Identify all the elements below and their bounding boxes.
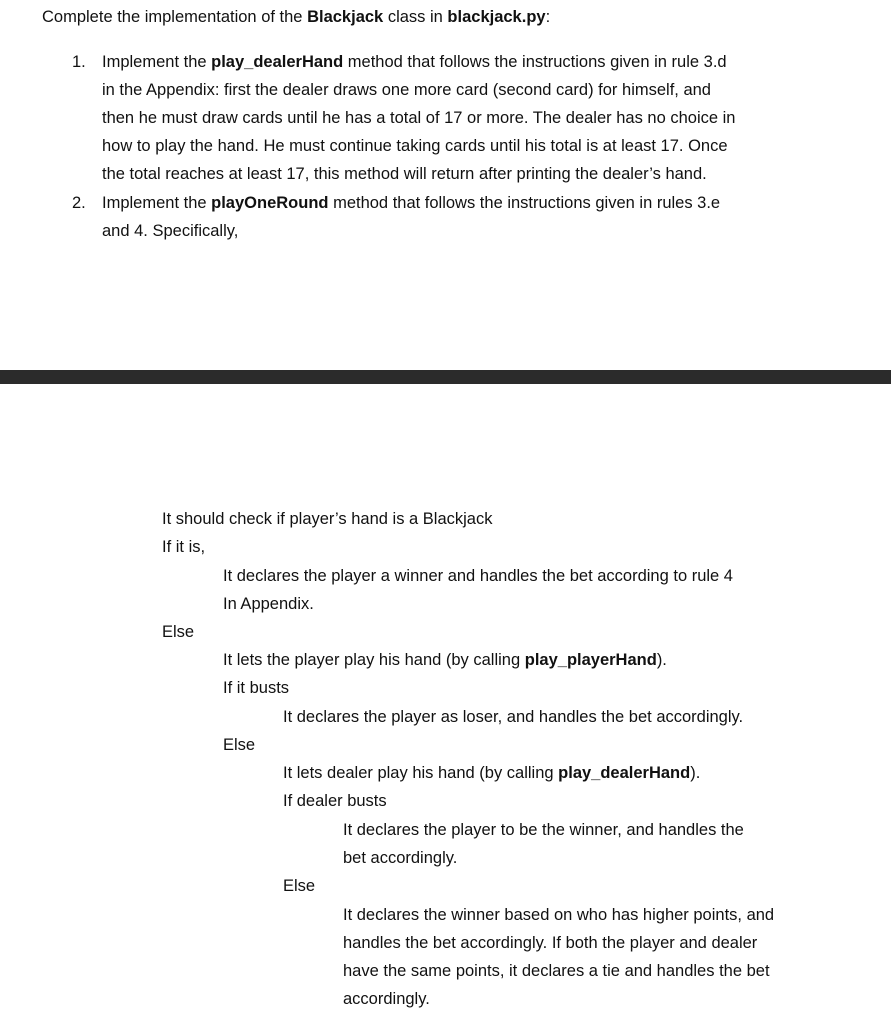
pseudo-if-it-is: If it is, xyxy=(162,538,206,556)
pseudo-player-play: It lets the player play his hand (by calling play_playerHand). xyxy=(223,651,667,669)
pseudo-dealer-play: It lets dealer play his hand (by calling play_dealerHand). xyxy=(283,764,701,782)
list-number: 1. xyxy=(72,53,86,71)
pseudo-final-2: handles the bet accordingly. If both the player and dealer xyxy=(343,934,758,952)
intro-line: Complete the implementation of the Blackjack class in blackjack.py: xyxy=(42,8,551,26)
pseudo-winner-1: It declares the player to be the winner, and handles the xyxy=(343,821,744,839)
class-name: Blackjack xyxy=(307,8,384,26)
item1-line3: then he must draw cards until he has a total of 17 or more. The dealer has no choice in xyxy=(102,109,736,127)
item1-line2: in the Appendix: first the dealer draws one more card (second card) for himself, and xyxy=(102,81,711,99)
method-name: play_dealerHand xyxy=(558,764,691,782)
pseudo-if-busts: If it busts xyxy=(223,679,290,697)
pseudo-else-2: Else xyxy=(223,736,256,754)
item1-line4: how to play the hand. He must continue taking cards until his total is at least 17. Once xyxy=(102,137,728,155)
method-name: playOneRound xyxy=(211,194,329,212)
pseudo-check: It should check if player’s hand is a Blackjack xyxy=(162,510,493,528)
pseudo-dealer-busts: If dealer busts xyxy=(283,792,387,810)
item2-line2: and 4. Specifically, xyxy=(102,222,239,240)
pseudo-final-4: accordingly. xyxy=(343,990,430,1008)
pseudo-else-3: Else xyxy=(283,877,316,895)
pseudo-else-1: Else xyxy=(162,623,195,641)
pseudo-final-3: have the same points, it declares a tie and handles the bet xyxy=(343,962,770,980)
separator-bar xyxy=(0,370,891,384)
item1-line5: the total reaches at least 17, this method will return after printing the dealer’s hand. xyxy=(102,165,707,183)
pseudo-final-1: It declares the winner based on who has higher points, and xyxy=(343,906,775,924)
method-name: play_playerHand xyxy=(524,651,657,669)
file-name: blackjack.py xyxy=(447,8,546,26)
pseudo-loser: It declares the player as loser, and handles the bet accordingly. xyxy=(283,708,744,726)
pseudo-declares-2: In Appendix. xyxy=(223,595,314,613)
list-number: 2. xyxy=(72,194,86,212)
method-name: play_dealerHand xyxy=(211,53,344,71)
item2-line1: Implement the playOneRound method that follows the instructions given in rules 3.e xyxy=(102,194,721,212)
item1-line1: Implement the play_dealerHand method that follows the instructions given in rule 3.d xyxy=(102,53,727,71)
pseudo-declares-1: It declares the player a winner and handles the bet according to rule 4 xyxy=(223,567,733,585)
pseudo-winner-2: bet accordingly. xyxy=(343,849,458,867)
